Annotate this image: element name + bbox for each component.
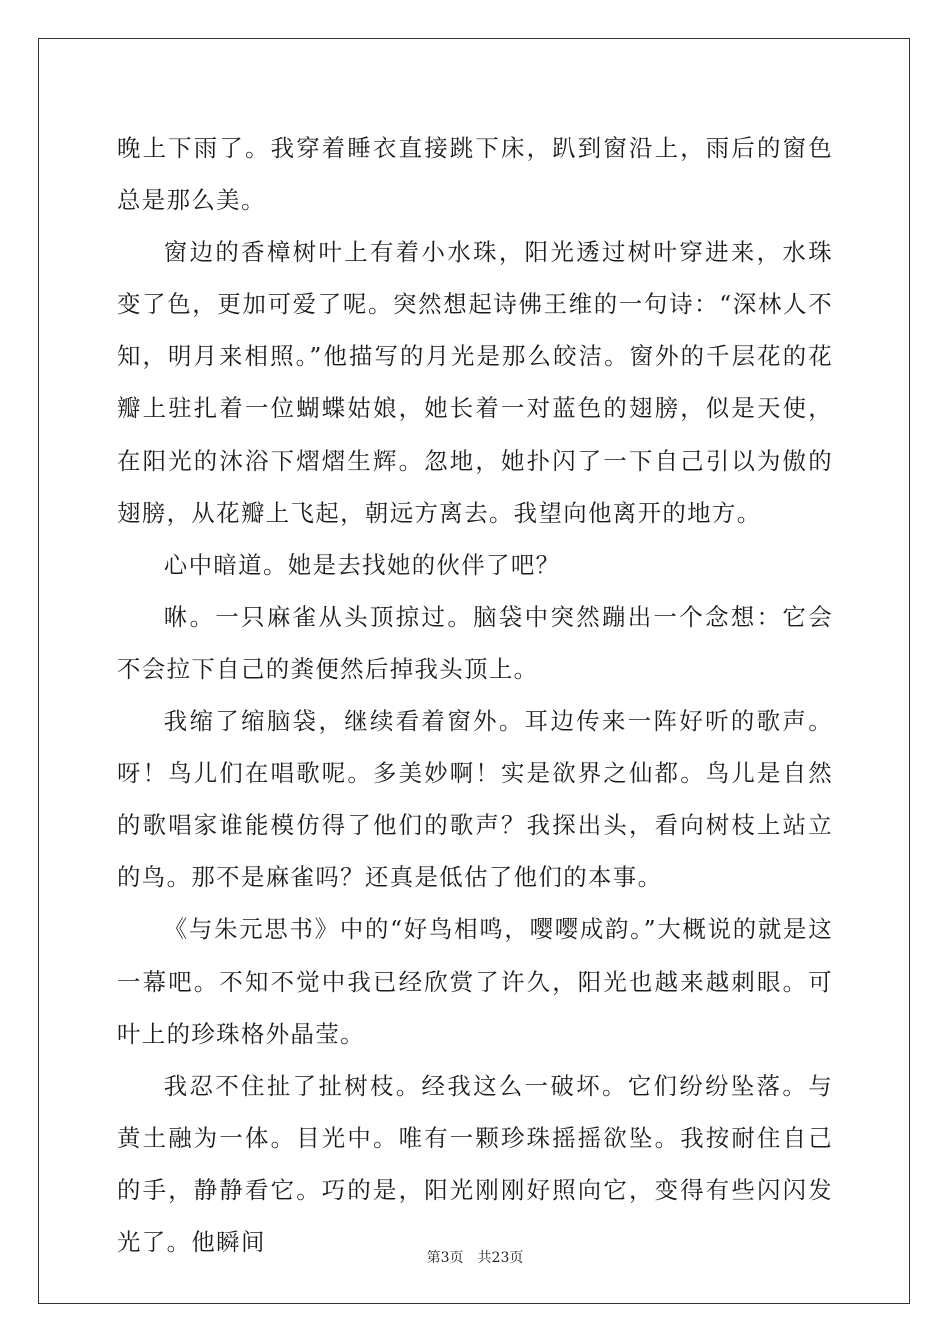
page-number: 第3页 [426, 1250, 464, 1266]
paragraph-2: 窗边的香樟树叶上有着小水珠，阳光透过树叶穿进来，水珠变了色，更加可爱了呢。突然想起诗佛王维的一句诗：“深林人不知，明月来相照。”他描写的月光是那么皎洁。窗外的千层花的花瓣上驻扎着一位蝴蝶姑娘，她长着一对蓝色的翅膀，似是天使，在阳光的沐浴下熠熠生辉。忽地，她扑闪了一下自己引以为傲的翅膀，从花瓣上飞起，朝远方离去。我望向他离开的地方。 [117, 238, 833, 527]
total-pages: 共23页 [477, 1250, 524, 1266]
paragraph-6: 《与朱元思书》中的“好鸟相鸣，嘤嘤成韵。”大概说的就是这一幕吧。不知不觉中我已经欣赏了许久，阳光也越来越刺眼。可叶上的珍珠格外晶莹。 [117, 915, 833, 1048]
document-body [117, 122, 833, 1268]
paragraph-3: 心中暗道。她是去找她的伙伴了吧？ [163, 550, 561, 579]
paragraph-5: 我缩了缩脑袋，继续看着窗外。耳边传来一阵好听的歌声。呀！鸟儿们在唱歌呢。多美妙啊！实是欲界之仙都。鸟儿是自然的歌唱家谁能模仿得了他们的歌声？我探出头，看向树枝上站立的鸟。那不是麻雀吗？还真是低估了他们的本事。 [117, 707, 833, 892]
paragraph-7: 我忍不住扯了扯树枝。经我这么一破坏。它们纷纷坠落。与黄土融为一体。目光中。唯有一颗珍珠摇摇欲坠。我按耐住自己的手，静静看它。巧的是，阳光刚刚好照向它，变得有些闪闪发光了。他瞬间 [117, 1071, 833, 1256]
paragraph-4: 咻。一只麻雀从头顶掠过。脑袋中突然蹦出一个念想：它会不会拉下自己的粪便然后掉我头顶上。 [117, 602, 833, 683]
page-footer [0, 1247, 950, 1267]
paragraph-1: 晚上下雨了。我穿着睡衣直接跳下床，趴到窗沿上，雨后的窗色总是那么美。 [117, 134, 833, 215]
